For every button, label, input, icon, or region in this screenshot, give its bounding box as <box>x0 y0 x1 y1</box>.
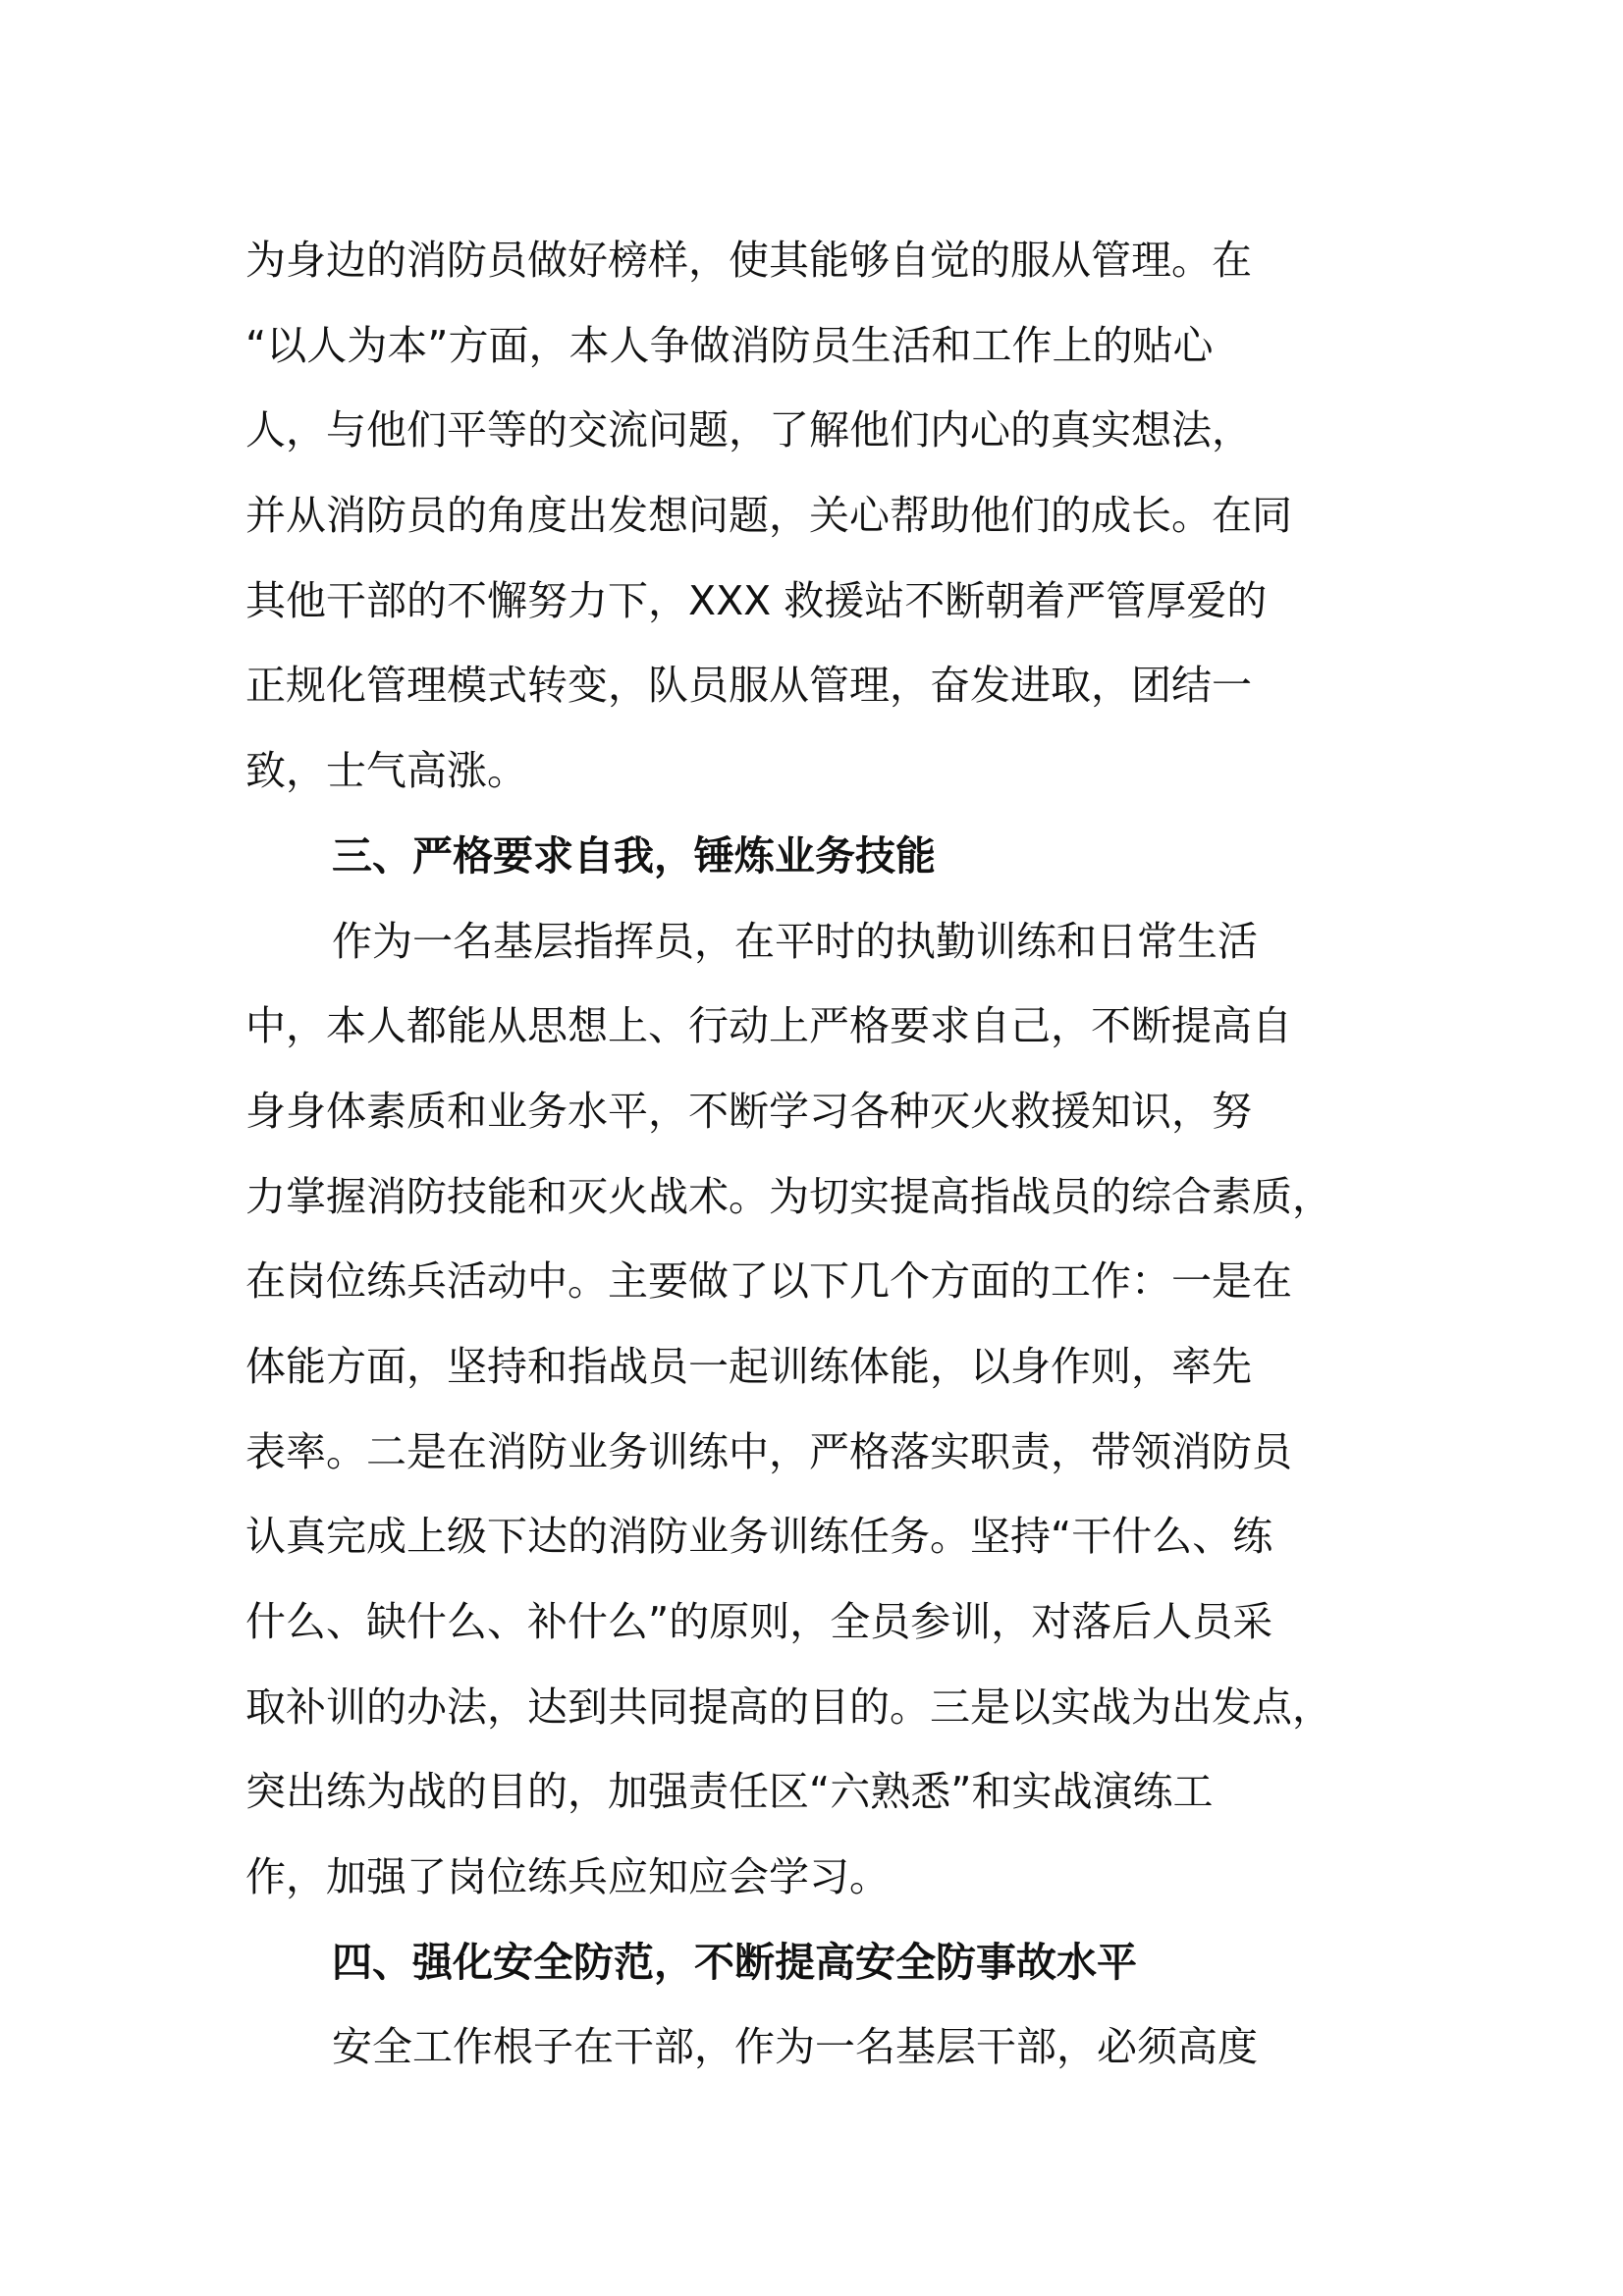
text-line: 安全工作根子在干部，作为一名基层干部，必须高度 <box>332 2023 1258 2071</box>
paragraph-1 <box>245 218 1386 814</box>
text-line: 认真完成上级下达的消防业务训练任务。坚持“干什么、练 <box>245 1513 1273 1561</box>
text-line: 体能方面，坚持和指战员一起训练体能，以身作则，率先 <box>245 1342 1252 1390</box>
text-line: 中，本人都能从思想上、行动上严格要求自己，不断提高自 <box>245 1002 1292 1050</box>
text-line: 取补训的办法，达到共同提高的目的。三是以实战为出发点， <box>245 1682 1332 1731</box>
text-line: 表率。二是在消防业务训练中，严格落实职责，带领消防员 <box>245 1427 1292 1475</box>
section-heading-4: 四、强化安全防范，不断提高安全防事故水平 <box>332 1938 1137 1986</box>
text-line: 人，与他们平等的交流问题，了解他们内心的真实想法， <box>245 406 1252 454</box>
document-page <box>245 218 1386 2090</box>
text-line: 突出练为战的目的，加强责任区“六熟悉”和实战演练工 <box>245 1768 1214 1816</box>
text-line: 正规化管理模式转变，队员服从管理，奋发进取，团结一 <box>245 662 1252 710</box>
text-line: 作，加强了岗位练兵应知应会学习。 <box>245 1853 890 1901</box>
section-heading-3: 三、严格要求自我，锤炼业务技能 <box>332 831 936 880</box>
text-line: 在岗位练兵活动中。主要做了以下几个方面的工作：一是在 <box>245 1257 1292 1306</box>
text-line: 致，士气高涨。 <box>245 747 527 795</box>
text-line: 什么、缺什么、补什么”的原则，全员参训，对落后人员采 <box>245 1598 1273 1645</box>
text-line: “以人为本”方面，本人争做消防员生活和工作上的贴心 <box>245 321 1214 369</box>
text-line: 其他干部的不懈努力下，XXX 救援站不断朝着严管厚爱的 <box>245 576 1268 624</box>
paragraph-2 <box>245 899 1386 1920</box>
text-line: 作为一名基层指挥员，在平时的执勤训练和日常生活 <box>332 917 1258 965</box>
text-line: 并从消防员的角度出发想问题，关心帮助他们的成长。在同 <box>245 492 1292 540</box>
text-line: 身身体素质和业务水平，不断学习各种灭火救援知识，努 <box>245 1087 1252 1135</box>
text-line: 为身边的消防员做好榜样，使其能够自觉的服从管理。在 <box>245 237 1252 284</box>
text-line: 力掌握消防技能和灭火战术。为切实提高指战员的综合素质， <box>245 1172 1332 1220</box>
paragraph-3 <box>245 2004 1386 2090</box>
